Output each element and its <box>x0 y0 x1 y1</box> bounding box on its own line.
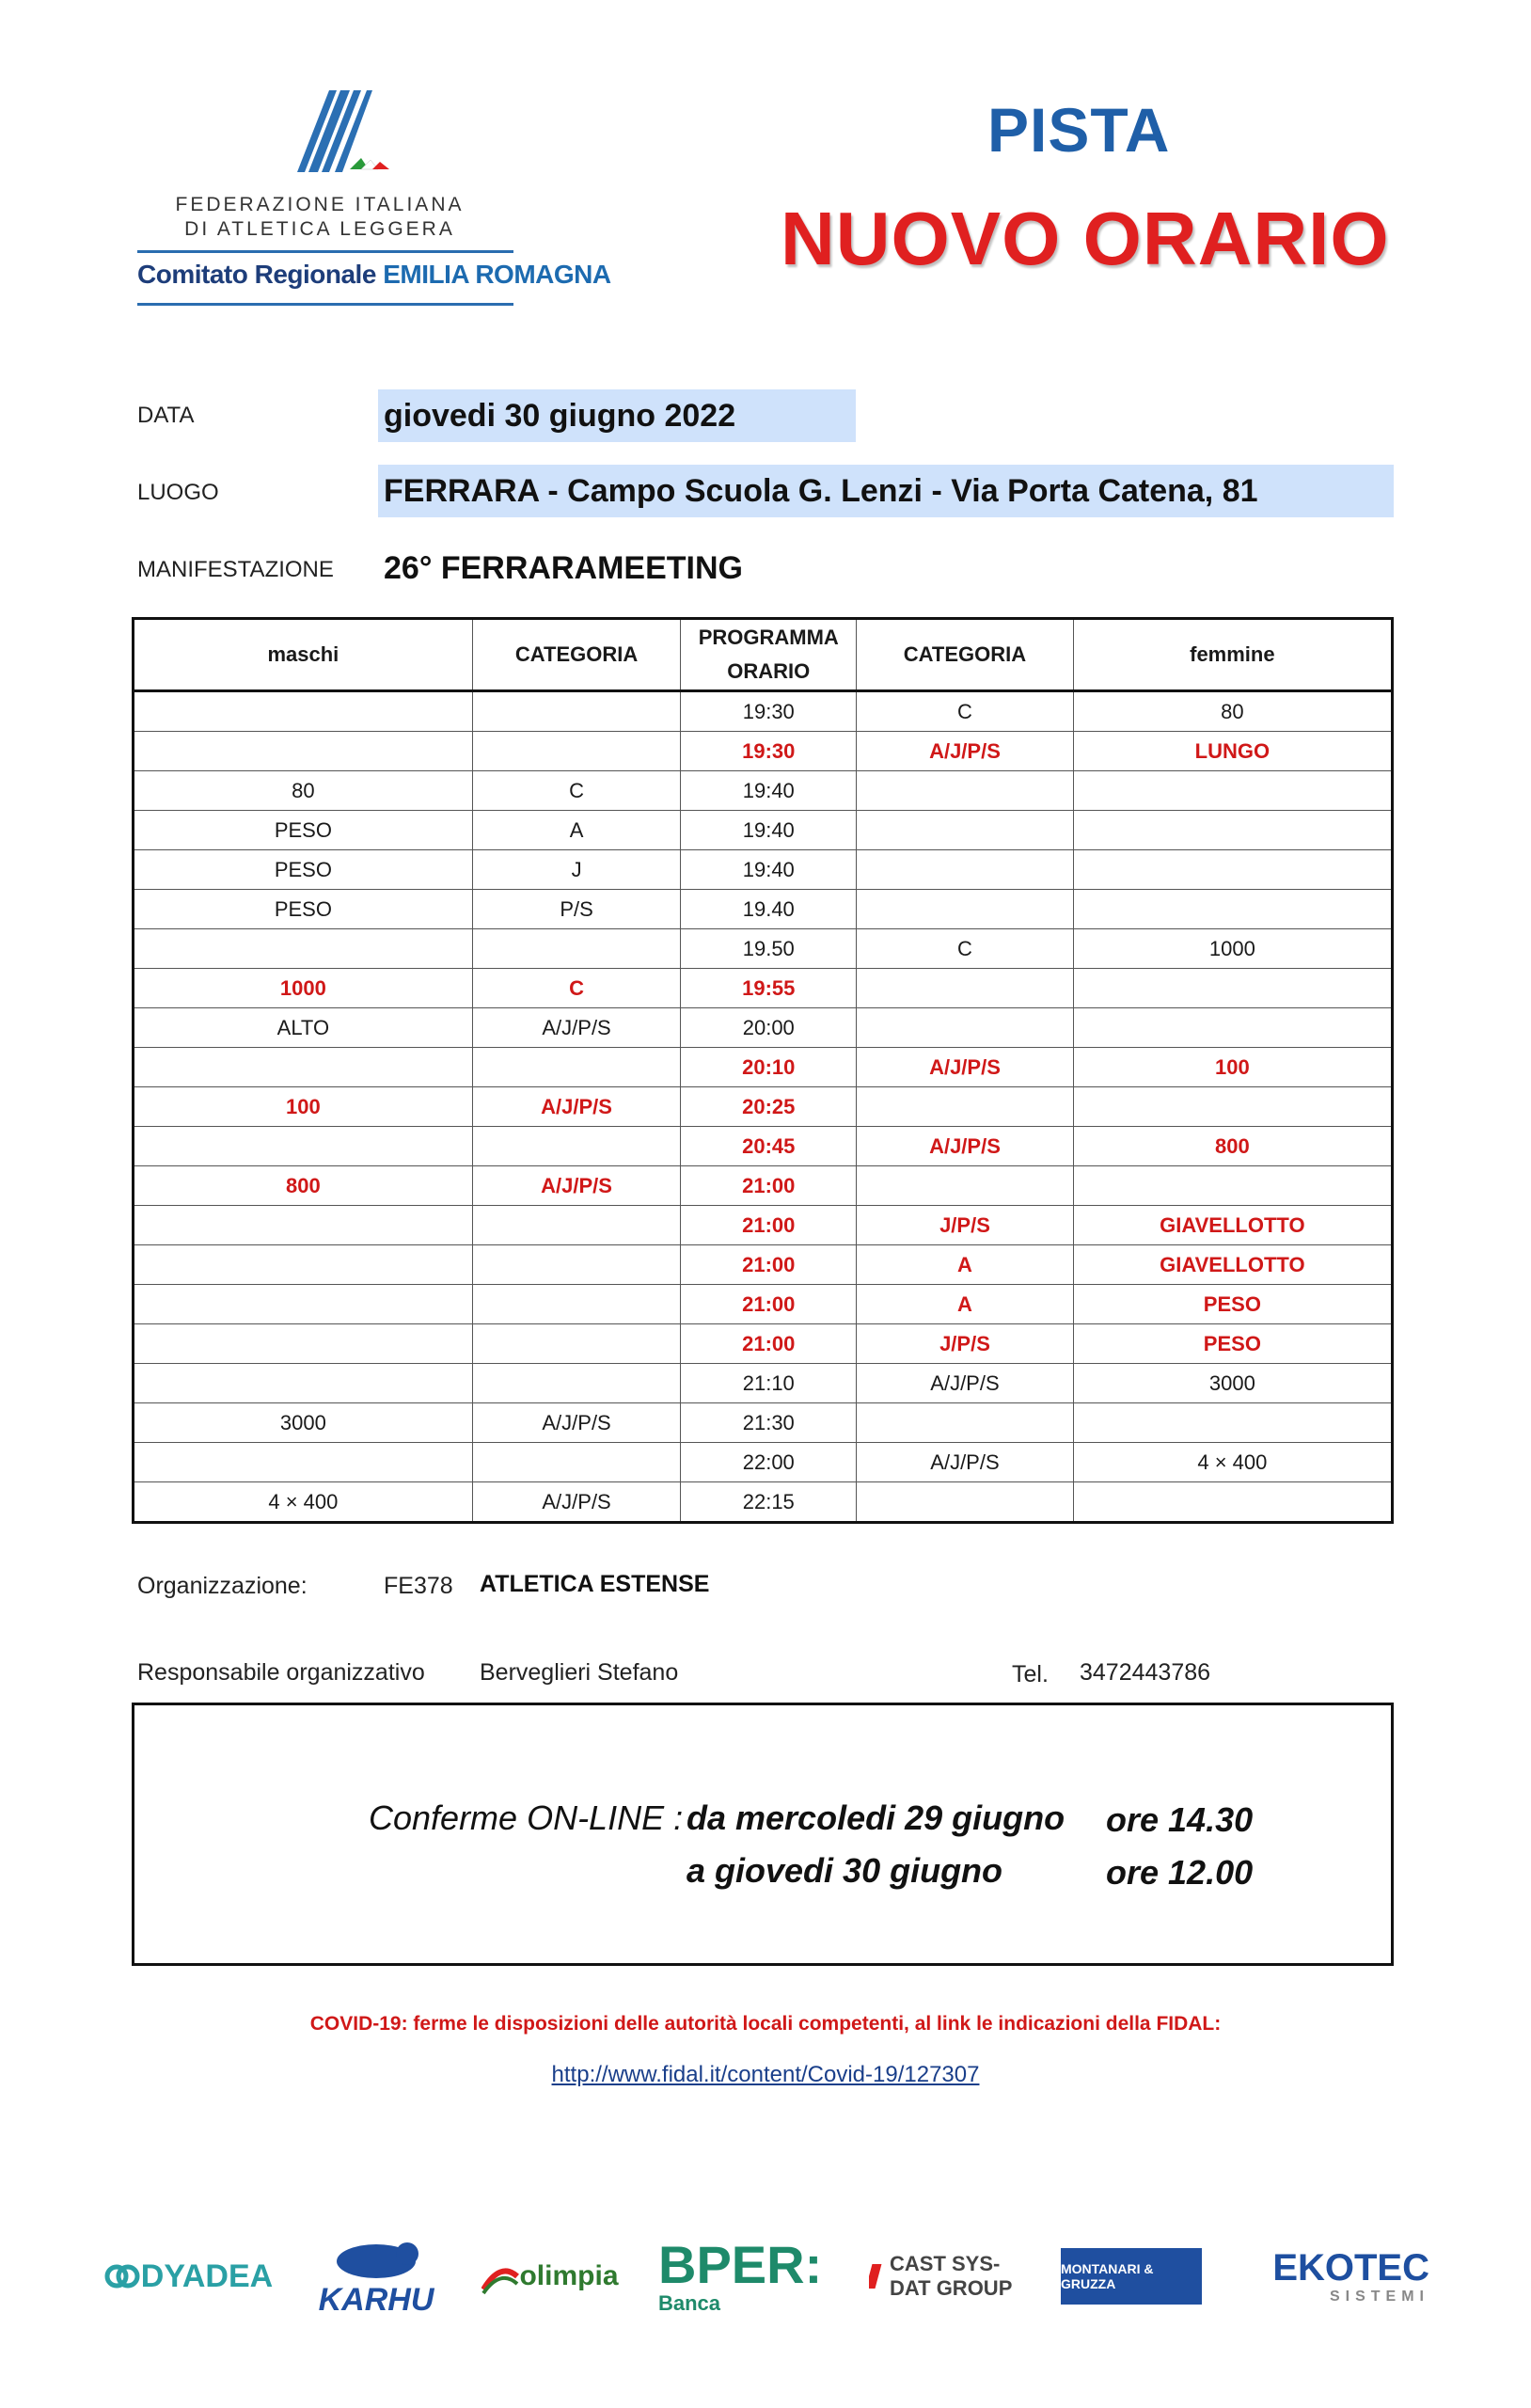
cell-categoria-m <box>472 1324 681 1364</box>
table-row <box>134 691 1393 732</box>
cell-femmine: 100 <box>1073 1048 1392 1087</box>
cell-femmine <box>1073 1403 1392 1443</box>
cell-orario: 21:10 <box>681 1364 857 1403</box>
nuovo-orario-title: NUOVO ORARIO <box>781 197 1390 280</box>
cell-femmine <box>1073 771 1392 811</box>
cell-femmine <box>1073 1166 1392 1206</box>
cell-categoria-f <box>857 850 1074 890</box>
cell-femmine: 800 <box>1073 1127 1392 1166</box>
cell-maschi: PESO <box>134 811 473 850</box>
cell-orario: 19:55 <box>681 969 857 1008</box>
cell-categoria-m: C <box>472 969 681 1008</box>
cell-orario: 19:40 <box>681 850 857 890</box>
cell-categoria-f <box>857 1166 1074 1206</box>
table-row <box>134 1048 1393 1087</box>
cell-categoria-f <box>857 811 1074 850</box>
table-row <box>134 1364 1393 1403</box>
responsabile-name: Berveglieri Stefano <box>480 1659 679 1686</box>
header-categoria-f: CATEGORIA <box>857 619 1074 691</box>
cell-maschi: PESO <box>134 850 473 890</box>
conferme-from-time: ore 14.30 <box>1106 1800 1254 1839</box>
cell-categoria-f <box>857 771 1074 811</box>
cell-maschi <box>134 929 473 969</box>
cell-categoria-m <box>472 1285 681 1324</box>
cell-femmine <box>1073 969 1392 1008</box>
luogo-label: LUOGO <box>137 480 219 505</box>
cell-categoria-m <box>472 929 681 969</box>
cell-categoria-m: J <box>472 850 681 890</box>
table-row <box>134 1443 1393 1482</box>
cell-categoria-f: J/P/S <box>857 1206 1074 1245</box>
comitato-label <box>137 260 611 290</box>
cell-maschi <box>134 1324 473 1364</box>
luogo-value: FERRARA - Campo Scuola G. Lenzi - Via Porta Catena, 81 <box>378 465 1394 517</box>
fidal-emblem-icon <box>263 83 395 186</box>
dyadea-text: DYADEA <box>140 2258 274 2294</box>
covid-notice: COVID-19: ferme le disposizioni delle autorità locali competenti, al link le indicazioni della FIDAL: <box>309 2013 1222 2035</box>
pista-title: PISTA <box>987 95 1171 165</box>
comitato-prefix: Comitato Regionale <box>137 260 376 289</box>
conferme-label: Conferme ON-LINE : <box>369 1798 684 1837</box>
cell-categoria-m: A <box>472 811 681 850</box>
sponsor-karhu-logo <box>310 2229 442 2323</box>
cell-orario: 21:00 <box>681 1285 857 1324</box>
sponsor-ekotec-logo <box>1232 2229 1429 2323</box>
table-row <box>134 850 1393 890</box>
cell-categoria-f <box>857 969 1074 1008</box>
sponsor-dyadea-logo <box>94 2229 282 2323</box>
cell-categoria-f: C <box>857 929 1074 969</box>
cell-orario: 19.40 <box>681 890 857 929</box>
montanari-text: MONTANARI & GRUZZA <box>1061 2261 1154 2291</box>
cell-categoria-m <box>472 1048 681 1087</box>
cell-maschi <box>134 1245 473 1285</box>
cell-femmine: LUNGO <box>1073 732 1392 771</box>
cell-categoria-m: A/J/P/S <box>472 1087 681 1127</box>
comitato-region: EMILIA ROMAGNA <box>383 260 611 289</box>
manifestazione-label: MANIFESTAZIONE <box>137 557 334 582</box>
org-name: ATLETICA ESTENSE <box>480 1571 710 1597</box>
schedule-table <box>132 617 1394 1524</box>
cell-categoria-f <box>857 890 1074 929</box>
cell-orario: 19:40 <box>681 811 857 850</box>
cell-femmine: PESO <box>1073 1285 1392 1324</box>
cell-categoria-m: A/J/P/S <box>472 1482 681 1523</box>
header-prog-line1: PROGRAMMA <box>698 626 839 649</box>
cell-femmine <box>1073 811 1392 850</box>
table-row <box>134 1285 1393 1324</box>
header-categoria-m: CATEGORIA <box>472 619 681 691</box>
cell-maschi <box>134 1206 473 1245</box>
cell-orario: 20:00 <box>681 1008 857 1048</box>
cell-categoria-f: C <box>857 691 1074 732</box>
cell-maschi <box>134 1285 473 1324</box>
cell-categoria-m <box>472 691 681 732</box>
table-row <box>134 732 1393 771</box>
olimpia-text: olimpia <box>519 2260 619 2291</box>
cell-orario: 19:40 <box>681 771 857 811</box>
header-prog-line2: ORARIO <box>727 659 811 683</box>
cell-maschi <box>134 1443 473 1482</box>
cell-categoria-m <box>472 732 681 771</box>
bper-sub: Banca <box>658 2291 721 2315</box>
table-row <box>134 1087 1393 1127</box>
fidal-name-line1: FEDERAZIONE ITALIANA <box>175 194 465 215</box>
cell-femmine <box>1073 890 1392 929</box>
cell-maschi <box>134 732 473 771</box>
sponsor-bper-logo <box>658 2229 828 2323</box>
olimpia-track-icon <box>481 2258 519 2295</box>
cell-orario: 21:00 <box>681 1166 857 1206</box>
cell-categoria-f: A/J/P/S <box>857 1364 1074 1403</box>
cell-categoria-f: A <box>857 1245 1074 1285</box>
cell-orario: 22:00 <box>681 1443 857 1482</box>
conferme-from: da mercoledi 29 giugno <box>687 1798 1065 1837</box>
cell-maschi <box>134 1364 473 1403</box>
cell-femmine: GIAVELLOTTO <box>1073 1206 1392 1245</box>
cell-categoria-f: A/J/P/S <box>857 1127 1074 1166</box>
table-row <box>134 969 1393 1008</box>
cell-orario: 21:00 <box>681 1206 857 1245</box>
cell-maschi: 800 <box>134 1166 473 1206</box>
cell-categoria-m: A/J/P/S <box>472 1008 681 1048</box>
cell-categoria-f: J/P/S <box>857 1324 1074 1364</box>
cell-femmine: 3000 <box>1073 1364 1392 1403</box>
cell-orario: 19.50 <box>681 929 857 969</box>
cell-orario: 19:30 <box>681 732 857 771</box>
table-row <box>134 771 1393 811</box>
cell-categoria-f <box>857 1008 1074 1048</box>
header-programma-orario <box>681 619 857 691</box>
cell-categoria-m: P/S <box>472 890 681 929</box>
cell-orario: 20:25 <box>681 1087 857 1127</box>
cell-categoria-f: A/J/P/S <box>857 1443 1074 1482</box>
cell-categoria-f <box>857 1403 1074 1443</box>
table-header-row <box>134 619 1393 691</box>
sponsor-cast-logo <box>856 2229 1044 2323</box>
cell-maschi: 4 × 400 <box>134 1482 473 1523</box>
cell-categoria-m: A/J/P/S <box>472 1166 681 1206</box>
cell-maschi: PESO <box>134 890 473 929</box>
cell-maschi: ALTO <box>134 1008 473 1048</box>
header-femmine: femmine <box>1073 619 1392 691</box>
logo-divider <box>137 250 513 253</box>
cell-femmine: 4 × 400 <box>1073 1443 1392 1482</box>
ekotec-sub: SISTEMI <box>1329 2289 1429 2305</box>
cell-categoria-m <box>472 1245 681 1285</box>
cell-femmine: 80 <box>1073 691 1392 732</box>
ekotec-text: EKOTEC <box>1272 2247 1429 2289</box>
cell-categoria-f: A <box>857 1285 1074 1324</box>
org-code: FE378 <box>384 1573 453 1599</box>
karhu-bear-icon <box>324 2235 428 2282</box>
cell-orario: 20:10 <box>681 1048 857 1087</box>
cell-categoria-m <box>472 1127 681 1166</box>
data-value: giovedi 30 giugno 2022 <box>378 389 856 442</box>
sponsor-olimpia-logo <box>480 2229 621 2323</box>
table-row <box>134 890 1393 929</box>
dyadea-knot-icon <box>103 2258 141 2295</box>
cell-femmine: 1000 <box>1073 929 1392 969</box>
cell-orario: 19:30 <box>681 691 857 732</box>
table-row <box>134 1008 1393 1048</box>
tel-value: 3472443786 <box>1080 1659 1211 1686</box>
bper-text: BPER: <box>658 2235 823 2294</box>
table-row <box>134 1403 1393 1443</box>
cell-orario: 20:45 <box>681 1127 857 1166</box>
cell-categoria-m: C <box>472 771 681 811</box>
cell-categoria-m <box>472 1364 681 1403</box>
cell-categoria-f: A/J/P/S <box>857 1048 1074 1087</box>
cell-maschi: 3000 <box>134 1403 473 1443</box>
conferme-to-time: ore 12.00 <box>1106 1853 1254 1892</box>
logo-divider <box>137 303 513 306</box>
cell-femmine: PESO <box>1073 1324 1392 1364</box>
cell-categoria-f: A/J/P/S <box>857 732 1074 771</box>
cell-categoria-f <box>857 1482 1074 1523</box>
fidal-logo <box>132 83 611 318</box>
cell-categoria-m: A/J/P/S <box>472 1403 681 1443</box>
cell-maschi: 80 <box>134 771 473 811</box>
cell-orario: 21:30 <box>681 1403 857 1443</box>
cell-maschi <box>134 1048 473 1087</box>
cell-femmine <box>1073 1008 1392 1048</box>
fidal-covid-link[interactable]: http://www.fidal.it/content/Covid-19/127307 <box>551 2062 980 2087</box>
cell-femmine <box>1073 850 1392 890</box>
table-row <box>134 1324 1393 1364</box>
table-row <box>134 1166 1393 1206</box>
cell-femmine <box>1073 1087 1392 1127</box>
tel-label: Tel. <box>1012 1661 1049 1687</box>
table-row <box>134 1482 1393 1523</box>
schedule-body <box>134 691 1393 1523</box>
conferme-to: a giovedi 30 giugno <box>687 1851 1003 1890</box>
table-row <box>134 811 1393 850</box>
data-label: DATA <box>137 403 195 428</box>
cell-categoria-m <box>472 1206 681 1245</box>
table-row <box>134 1206 1393 1245</box>
table-row <box>134 1245 1393 1285</box>
responsabile-label: Responsabile organizzativo <box>137 1659 425 1686</box>
cell-maschi: 1000 <box>134 969 473 1008</box>
sponsor-montanari-logo <box>1061 2248 1202 2305</box>
cell-maschi <box>134 691 473 732</box>
cell-femmine <box>1073 1482 1392 1523</box>
organizzazione-label: Organizzazione: <box>137 1573 308 1599</box>
table-row <box>134 929 1393 969</box>
cast-text: CAST SYS-DAT GROUP <box>890 2252 1013 2300</box>
cell-orario: 21:00 <box>681 1245 857 1285</box>
header-maschi: maschi <box>134 619 473 691</box>
karhu-text: KARHU <box>318 2281 434 2318</box>
cast-mark-icon <box>869 2262 890 2290</box>
cell-maschi <box>134 1127 473 1166</box>
cell-categoria-m <box>472 1443 681 1482</box>
fidal-name-line2: DI ATLETICA LEGGERA <box>184 218 455 240</box>
cell-orario: 21:00 <box>681 1324 857 1364</box>
cell-orario: 22:15 <box>681 1482 857 1523</box>
cell-femmine: GIAVELLOTTO <box>1073 1245 1392 1285</box>
manifestazione-value: 26° FERRARAMEETING <box>384 550 743 586</box>
cell-maschi: 100 <box>134 1087 473 1127</box>
table-row <box>134 1127 1393 1166</box>
cell-categoria-f <box>857 1087 1074 1127</box>
